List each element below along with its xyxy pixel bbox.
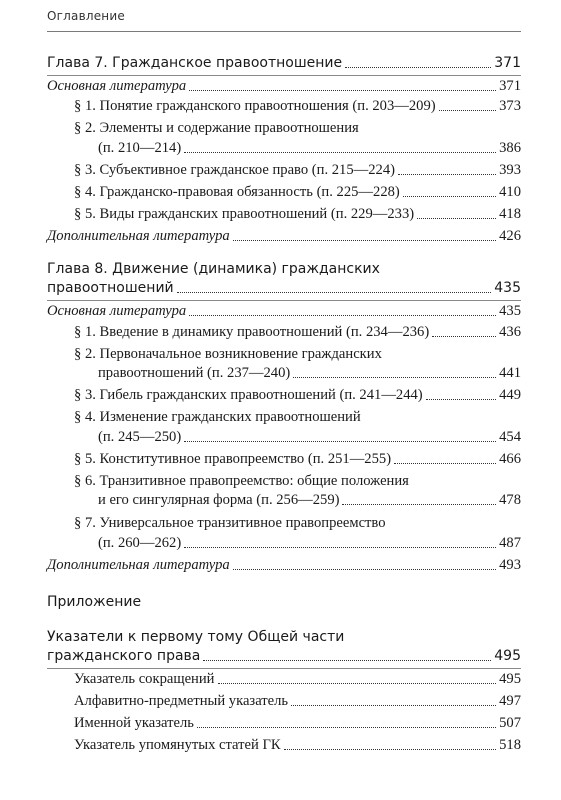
entry-label: § 3. Гибель гражданских правоотношений (п. 241—244) [74,387,423,403]
toc-index-subject[interactable] [0,692,561,710]
entry-label: Дополнительная литература [47,557,230,573]
appendix-title[interactable]: Приложение [47,594,142,610]
toc-ch8-s2[interactable] [0,364,561,382]
entry-page: 435 [499,303,521,319]
entry-label: Алфавитно-предметный указатель [74,693,289,709]
toc-ch8-s7[interactable] [0,534,561,552]
dot-leader [177,291,492,293]
dot-leader [184,151,496,153]
chapter-8-title: правоотношений [47,280,174,296]
entry-label: Именной указатель [74,715,194,731]
entry-label: Указатель упомянутых статей ГК [74,737,281,753]
dot-leader [184,440,496,442]
toc-ch7-s5[interactable] [0,205,561,223]
toc-indexes-line1[interactable]: Указатели к первому тому Общей части [47,629,345,645]
entry-page: 386 [499,140,521,156]
chapter-8-rule [47,300,521,301]
entry-label: (п. 245—250) [98,429,182,445]
toc-ch7-s4[interactable] [0,183,561,201]
toc-ch7-s2-line1[interactable]: § 2. Элементы и содержание правоотношения [74,120,359,136]
toc-ch8-s7-line1[interactable]: § 7. Универсальное транзитивное правопреемство [74,515,386,531]
entry-label: § 3. Субъективное гражданское право (п. 215—224) [74,162,395,178]
dot-leader [345,66,491,68]
dot-leader [184,546,496,548]
toc-chapter-8[interactable] [0,279,561,297]
entry-page: 410 [499,184,521,200]
entry-page: 507 [499,715,521,731]
toc-ch8-s4-line1[interactable]: § 4. Изменение гражданских правоотношений [74,409,361,425]
toc-chapter-7[interactable] [0,54,561,72]
dot-leader [218,682,497,684]
toc-indexes[interactable] [0,647,561,665]
toc-index-articles[interactable] [0,736,561,754]
dot-leader [426,398,496,400]
entry-page: 487 [499,535,521,551]
dot-leader [291,704,496,706]
toc-ch7-add-lit[interactable] [0,227,561,245]
entry-label: § 4. Гражданско-правовая обязанность (п. 225—228) [74,184,400,200]
toc-index-names[interactable] [0,714,561,732]
toc-ch8-s4[interactable] [0,428,561,446]
entry-page: 454 [499,429,521,445]
entry-label: Основная литература [47,78,187,94]
dot-leader [394,462,496,464]
chapter-7-page: 371 [494,55,521,71]
entry-page: 493 [499,557,521,573]
dot-leader [403,195,496,197]
dot-leader [432,335,496,337]
running-head: Оглавление [47,9,125,23]
entry-page: 495 [499,671,521,687]
toc-ch8-main-lit[interactable] [0,302,561,320]
entry-page: 441 [499,365,521,381]
entry-label: правоотношений (п. 237—240) [98,365,291,381]
entry-label: § 5. Конститутивное правопреемство (п. 251—255) [74,451,392,467]
dot-leader [233,239,496,241]
entry-label: Основная литература [47,303,187,319]
entry-label: и его сингулярная форма (п. 256—259) [98,492,340,508]
entry-page: 466 [499,451,521,467]
entry-page: 518 [499,737,521,753]
dot-leader [189,314,496,316]
toc-ch8-s2-line1[interactable]: § 2. Первоначальное возникновение гражданских [74,346,382,362]
toc-ch8-s6-line1[interactable]: § 6. Транзитивное правопреемство: общие положения [74,473,409,489]
chapter-7-title: Глава 7. Гражданское правоотношение [47,55,343,71]
dot-leader [398,173,496,175]
dot-leader [197,726,496,728]
toc-ch7-s1[interactable] [0,97,561,115]
toc-ch7-main-lit[interactable] [0,77,561,95]
entry-label: § 1. Понятие гражданского правоотношения (п. 203—209) [74,98,436,114]
toc-ch8-s5[interactable] [0,450,561,468]
dot-leader [293,376,496,378]
toc-ch7-s2[interactable] [0,139,561,157]
toc-ch8-add-lit[interactable] [0,556,561,574]
entry-page: 393 [499,162,521,178]
entry-page: 371 [499,78,521,94]
entry-label: (п. 260—262) [98,535,182,551]
dot-leader [439,109,496,111]
indexes-title: гражданского права [47,648,201,664]
dot-leader [284,748,496,750]
entry-label: Дополнительная литература [47,228,230,244]
toc-ch7-s3[interactable] [0,161,561,179]
toc-ch8-s3[interactable] [0,386,561,404]
entry-label: (п. 210—214) [98,140,182,156]
chapter-8-page: 435 [494,280,521,296]
entry-page: 436 [499,324,521,340]
entry-page: 373 [499,98,521,114]
entry-page: 426 [499,228,521,244]
indexes-page: 495 [494,648,521,664]
dot-leader [189,89,496,91]
dot-leader [203,659,491,661]
entry-page: 497 [499,693,521,709]
entry-label: § 5. Виды гражданских правоотношений (п. 229—233) [74,206,415,222]
entry-page: 449 [499,387,521,403]
toc-ch8-s6[interactable] [0,491,561,509]
dot-leader [342,503,496,505]
entry-page: 418 [499,206,521,222]
dot-leader [233,568,496,570]
toc-chapter-8-line1[interactable]: Глава 8. Движение (динамика) гражданских [47,261,380,277]
toc-ch8-s1[interactable] [0,323,561,341]
entry-page: 478 [499,492,521,508]
entry-label: Указатель сокращений [74,671,215,687]
dot-leader [417,217,496,219]
chapter-7-rule [47,75,521,76]
indexes-rule [47,668,521,669]
entry-label: § 1. Введение в динамику правоотношений (п. 234—236) [74,324,430,340]
toc-index-abbrev[interactable] [0,670,561,688]
